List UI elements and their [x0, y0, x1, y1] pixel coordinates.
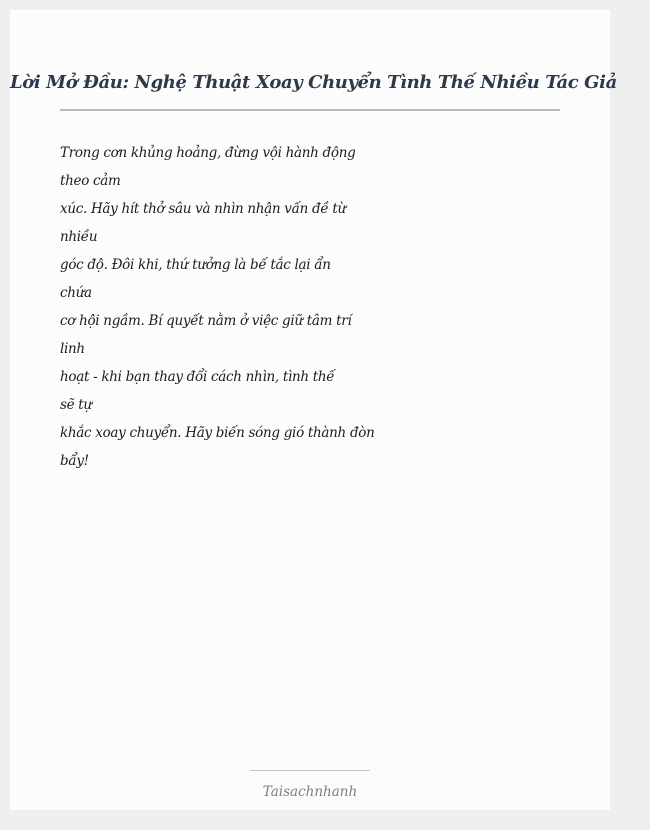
- body-paragraph: [60, 139, 375, 475]
- footer-divider: [250, 770, 370, 771]
- body-line: xúc. Hãy hít thở sâu và nhìn nhận vấn đề từ: [60, 201, 346, 217]
- body-line: bẩy!: [60, 453, 89, 469]
- body-line: sẽ tự: [60, 397, 92, 413]
- footer-source: Taisachnhanh: [262, 784, 358, 800]
- title-divider: [60, 109, 560, 111]
- body-line: góc độ. Đôi khi, thứ tưởng là bế tắc lại ẩn: [60, 257, 331, 273]
- page-title: Lời Mở Đầu: Nghệ Thuật Xoay Chuyển Tình Thế Nhiều Tác Giả: [10, 72, 617, 93]
- body-line: theo cảm: [60, 173, 121, 189]
- body-line: cơ hội ngầm. Bí quyết nằm ở việc giữ tâm trí: [60, 313, 352, 329]
- body-line: hoạt - khi bạn thay đổi cách nhìn, tình thế: [60, 369, 335, 385]
- body-line: Trong cơn khủng hoảng, đừng vội hành động: [60, 145, 356, 161]
- body-line: chứa: [60, 285, 92, 301]
- document-page: [10, 10, 617, 810]
- body-line: khắc xoay chuyển. Hãy biến sóng gió thành đòn: [60, 425, 375, 441]
- body-line: linh: [60, 341, 85, 357]
- body-line: nhiều: [60, 229, 98, 245]
